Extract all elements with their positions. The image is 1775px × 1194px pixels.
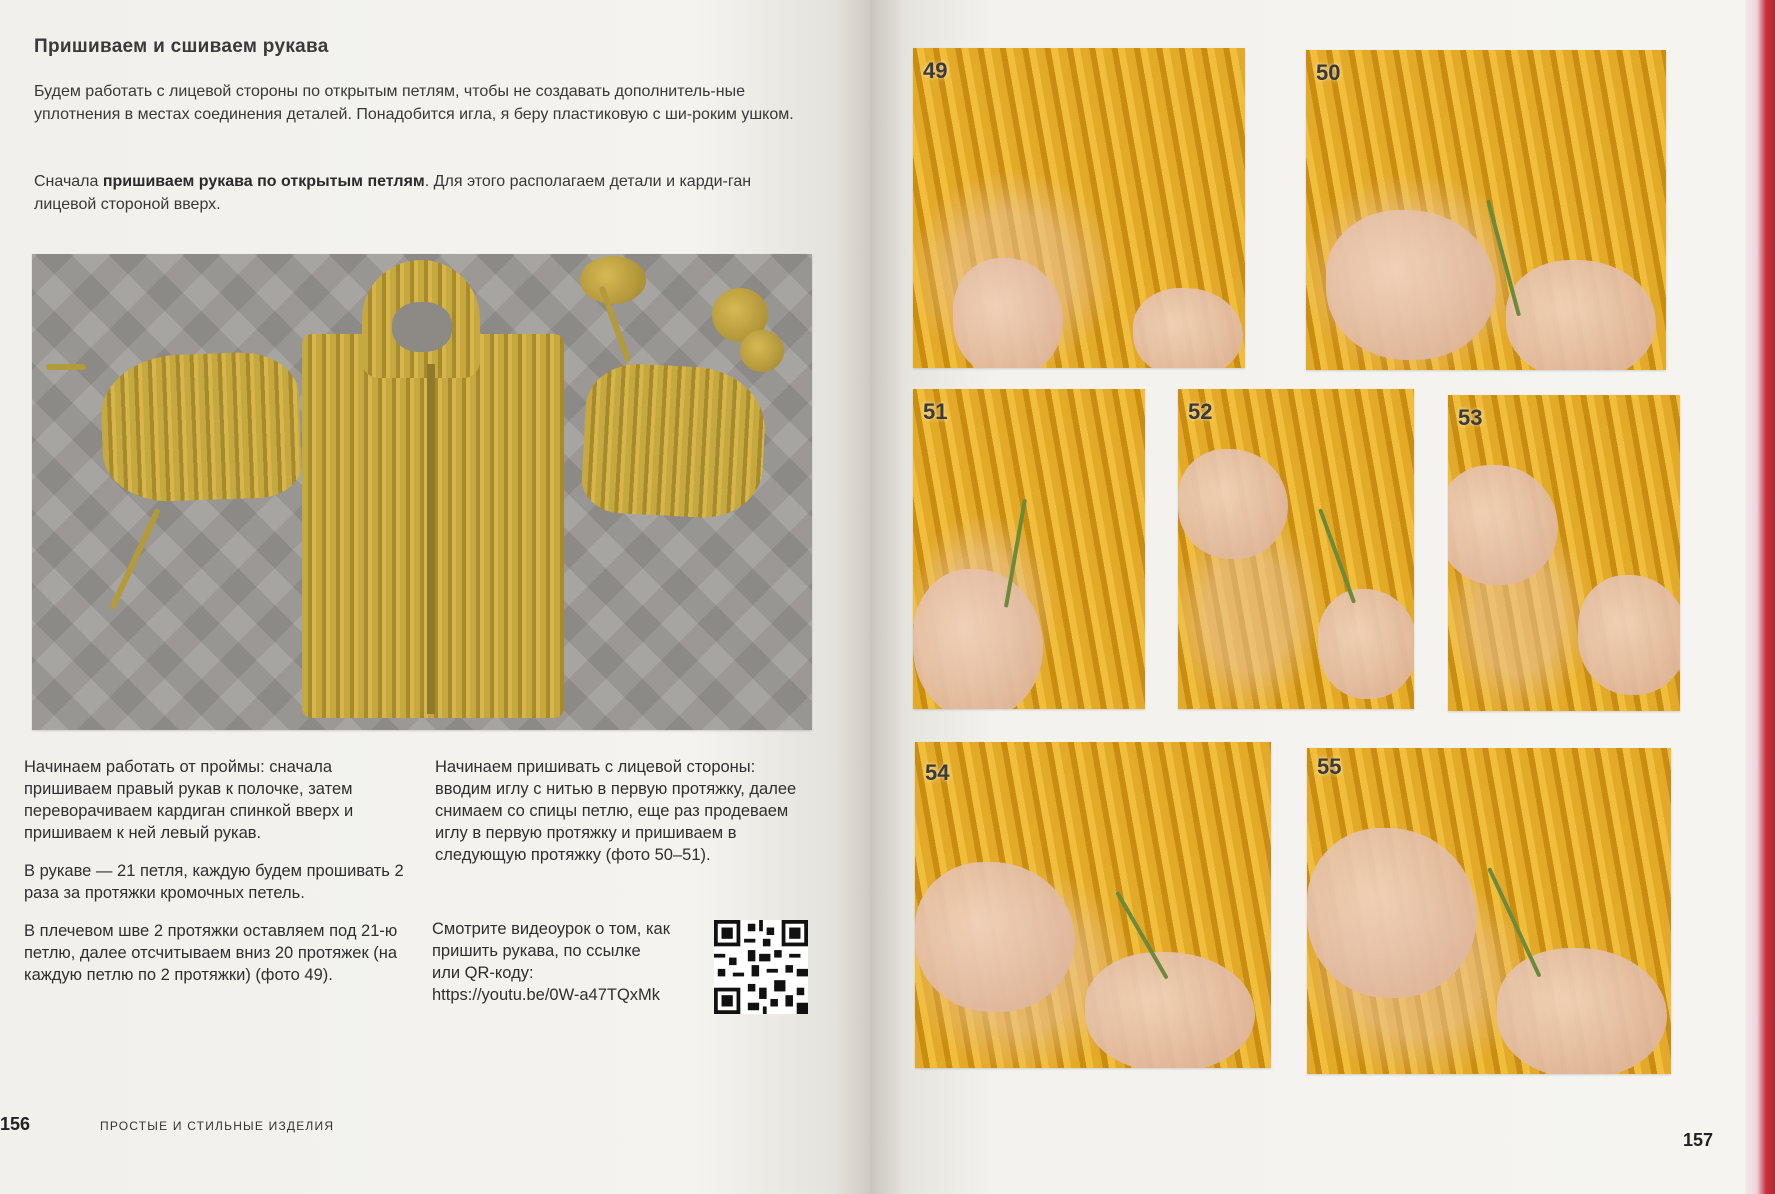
left-sleeve-illustration	[100, 351, 303, 504]
step-photo-54	[915, 742, 1271, 1068]
hand-illustration	[1448, 465, 1558, 585]
video-lesson-note: Смотрите видеоурок о том, как пришить рукава, по ссылке или QR-коду: https://youtu.be/0W-a47TQxMk	[432, 920, 670, 1004]
step-number: 50	[1316, 60, 1341, 85]
text-column-right	[435, 756, 810, 882]
step-photo-51	[913, 389, 1145, 709]
page-number-right: 157	[1683, 1130, 1714, 1150]
instruction-prefix: Сначала	[34, 173, 103, 190]
instruction-bold-2: по открытым петлям	[252, 173, 425, 190]
left-page	[0, 0, 870, 1194]
hand-illustration	[1307, 828, 1477, 998]
hand-illustration	[1578, 575, 1680, 695]
step-photo-53	[1448, 395, 1680, 711]
paragraph: В плечевом шве 2 протяжки оставляем под 21-ю петлю, далее отсчитываем вниз 20 протяжек (на каждую петлю по 2 протяжки) (фото 49).	[24, 922, 398, 984]
hood-opening	[392, 302, 452, 352]
instruction-bold-1: пришиваем рукава	[102, 173, 253, 190]
hand-illustration	[1497, 948, 1667, 1074]
hand-illustration	[1133, 288, 1243, 368]
intro-paragraph: Будем работать с лицевой стороны по открытым петлям, чтобы не создавать дополнитель-ные уплотнения в местах соединения деталей. Понадобится игла, я беру пластиковую с ши-роким ушком.	[34, 83, 794, 123]
page-number-left: 156	[0, 1114, 31, 1134]
instruction-suffix: . Для этого располагаем детали и карди-ган лицевой стороной вверх.	[34, 173, 752, 213]
paragraph: Начинаем работать от проймы: сначала пришиваем правый рукав к полочке, затем переворачиваем кардиган спинкой вверх и пришиваем к ней левый рукав.	[24, 758, 354, 842]
paragraph: В рукаве — 21 петля, каждую будем прошивать 2 раза за протяжки кромочных петель.	[24, 862, 404, 902]
hand-illustration	[1318, 589, 1414, 699]
yarn-ball	[740, 330, 784, 372]
hand-illustration	[915, 862, 1075, 1012]
hand-illustration	[913, 569, 1043, 709]
right-page	[870, 0, 1775, 1194]
running-head: ПРОСТЫЕ И СТИЛЬНЫЕ ИЗДЕЛИЯ	[100, 1119, 335, 1133]
step-number: 55	[1317, 754, 1342, 779]
step-number: 52	[1188, 399, 1213, 424]
step-photo-50	[1306, 50, 1666, 370]
qr-code[interactable]	[714, 920, 808, 1014]
hand-illustration	[1326, 210, 1496, 360]
right-sleeve-illustration	[580, 361, 768, 520]
cardigan-flatlay-photo	[32, 254, 812, 730]
step-number: 51	[923, 399, 948, 424]
step-number: 49	[923, 58, 948, 83]
paragraph: Начинаем пришивать с лицевой стороны: вводим иглу с нитью в первую протяжку, далее снимаем со спицы петлю, еще раз продеваем иглу в первую протяжку и пришиваем в следующую протяжку (фото 50–51).	[435, 758, 797, 864]
needle-illustration	[1487, 867, 1541, 977]
step-number: 54	[925, 760, 950, 785]
needle-illustration	[1318, 508, 1356, 603]
hand-illustration	[1506, 260, 1656, 370]
step-photo-49	[913, 48, 1245, 368]
yarn-tail	[46, 364, 86, 370]
instruction-paragraph	[34, 170, 814, 216]
cardigan-front-opening	[427, 364, 435, 714]
adjacent-page-edge	[1745, 0, 1775, 1194]
section-title: Пришиваем и сшиваем рукава	[34, 36, 329, 57]
text-column-left	[24, 756, 404, 1002]
yarn-ball	[580, 256, 646, 304]
step-photo-55	[1307, 748, 1671, 1074]
hand-illustration	[1085, 952, 1255, 1068]
step-photo-52	[1178, 389, 1414, 709]
hand-illustration	[953, 258, 1063, 368]
yarn-tail	[109, 508, 161, 610]
hand-illustration	[1178, 449, 1288, 559]
step-number: 53	[1458, 405, 1483, 430]
